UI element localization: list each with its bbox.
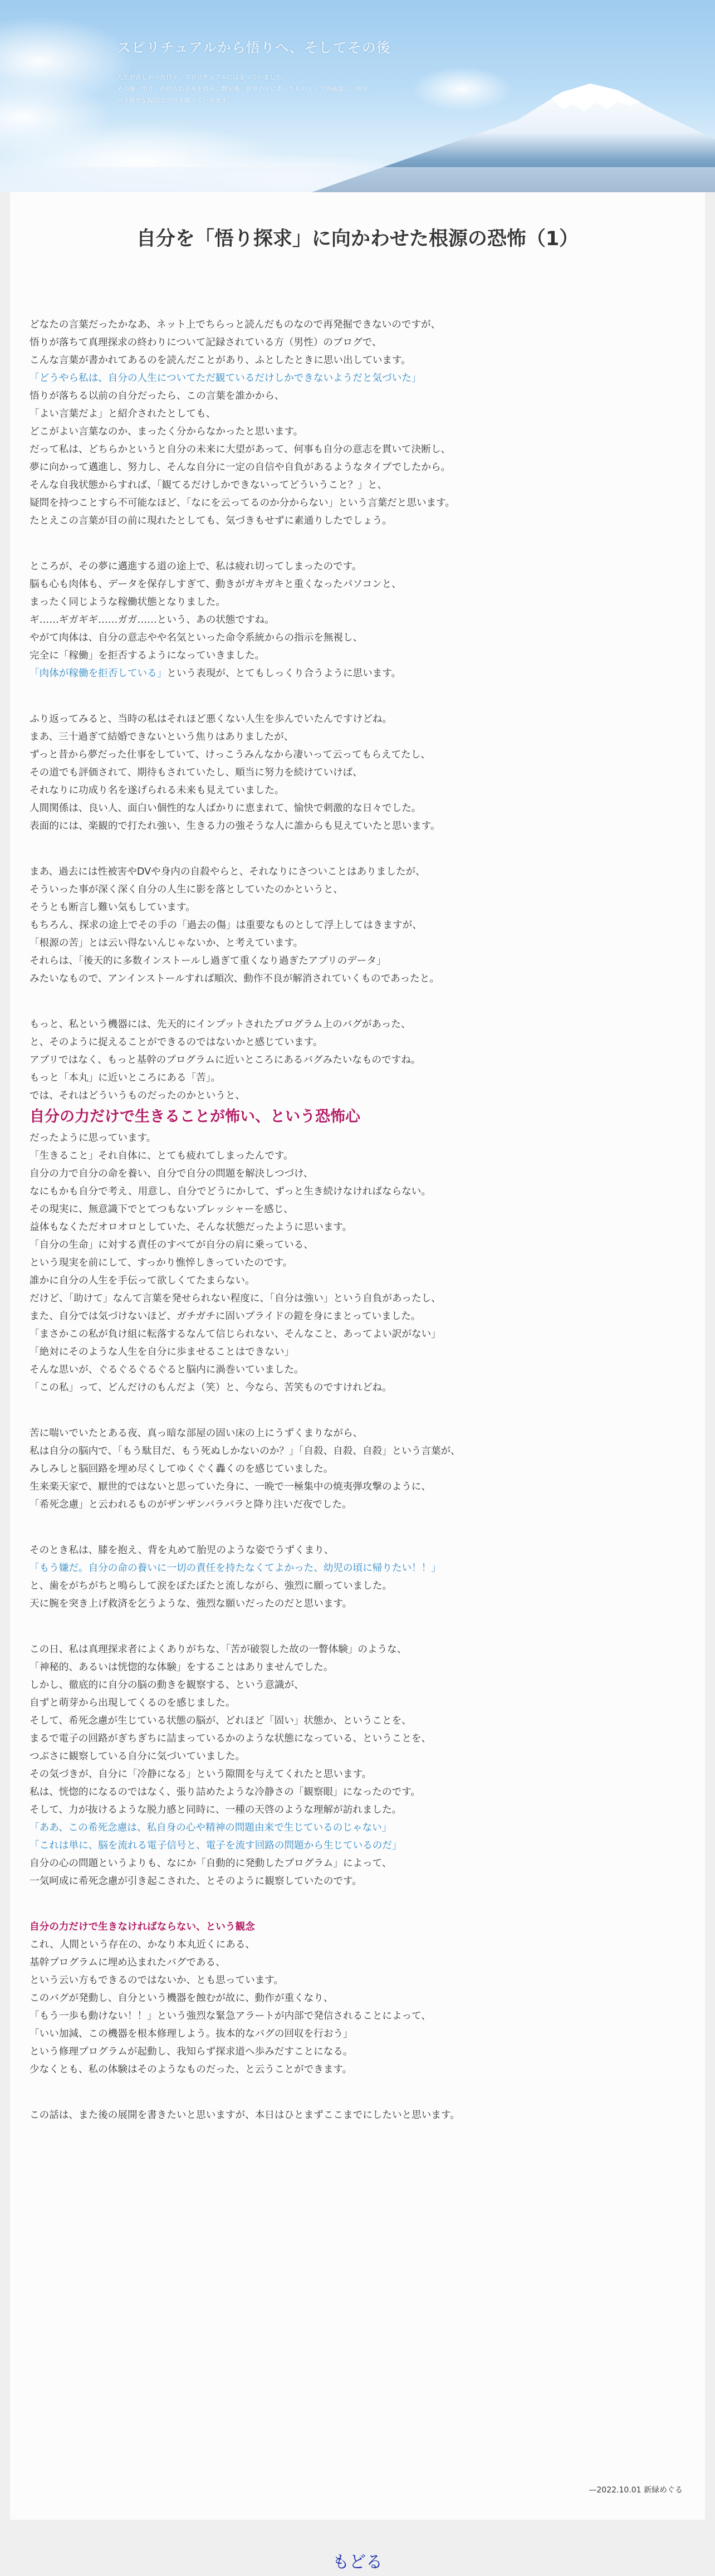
article-line: このバグが発動し、自分という機器を蝕むが故に、動作が重くなり、 xyxy=(30,1993,334,2004)
article-line: 少なくとも、私の体験はそのようなものだった、と云うことができます。 xyxy=(30,2064,352,2075)
article-line: これ、人間という存在の、かなり本丸近くにある、 xyxy=(30,1939,256,1950)
article-line: 「絶対にそのような人生を自分に歩ませることはできない」 xyxy=(30,1346,295,1358)
emphasis-heading: 自分の力だけで生きなければならない、という観念 xyxy=(30,1921,255,1933)
article-line: 一気呵成に希死念慮が引き起こされた、とそのように観察していたのです。 xyxy=(30,1876,362,1887)
article-line: そういった事が深く深く自分の人生に影を落としていたのかというと、 xyxy=(30,884,344,895)
article-line: なにもかも自分で考え、用意し、自分でどうにかして、ずっと生き続けなければならない。 xyxy=(30,1186,431,1197)
article-line: みたいなもので、アンインストールすれば順次、動作不良が解消されていくものであったと。 xyxy=(30,973,439,984)
article-line: まるで電子の回路がぎちぎちに詰まっているかのような状態になっている、ということを、 xyxy=(30,1733,432,1744)
article-line: まあ、三十過ぎて結婚できないという焦りはありましたが、 xyxy=(30,731,294,743)
article-line: だけど、「助けて」なんて言葉を発せられない程度に、「自分は強い」という自負があったし、 xyxy=(30,1293,441,1304)
article-line: 自ずと萌芽から出現してくるのを感じました。 xyxy=(30,1697,236,1709)
article-line: 「生きること」それ自体に、とても疲れてしまったんです。 xyxy=(30,1150,293,1162)
article-paragraph xyxy=(30,1641,687,1890)
article-line: みしみしと脳回路を埋め尽くしてゆくぐく轟くのを感じていました。 xyxy=(30,1463,334,1475)
article-line: ふり返ってみると、当時の私はそれほど悪くない人生を歩んでいたんですけどね。 xyxy=(30,714,392,725)
article-line: だって私は、どちらかというと自分の未来に大望があって、何事も自分の意志を貫いて決断し、 xyxy=(30,444,451,455)
article-line: しかし、徹底的に自分の脳の動きを観察する、という意識が、 xyxy=(30,1680,304,1691)
article-line: 基幹プログラムに埋め込まれたバグである、 xyxy=(30,1957,226,1968)
article-line: という現実を前にして、すっかり憔悴しきっていたのです。 xyxy=(30,1257,293,1269)
article-line: たとえこの言葉が目の前に現れたとしても、気づきもせずに素通りしたでしょう。 xyxy=(30,515,392,526)
article-line: 脳も心も肉体も、データを保存しすぎて、動きがガキガキと重くなったパソコンと、 xyxy=(30,579,401,590)
article-line: 表面的には、楽観的で打たれ強い、生きる力の強そうな人に誰からも見えていたと思います。 xyxy=(30,821,440,832)
article-line: 「この私」って、どんだけのもんだよ（笑）と、今なら、苦笑ものですけれどね。 xyxy=(30,1382,392,1393)
article-line: 「まさかこの私が負け組に転落するなんて信じられない、そんなこと、あってよい訳がない」 xyxy=(30,1329,441,1340)
article-line: 私は自分の脳内で、「もう駄目だ、もう死ぬしかないのか？」「自殺、自殺、自殺」という言葉が、 xyxy=(30,1446,461,1457)
article-line: また、自分では気づけないほど、ガチガチに固いプライドの鎧を身にまとっていました。 xyxy=(30,1311,421,1322)
article-paragraph xyxy=(30,1918,687,2079)
article-line: 夢に向かって邁進し、努力し、そんな自分に一定の自信や自負があるようなタイプでしたから。 xyxy=(30,462,451,473)
highlight-quote: 「もう嫌だ。自分の命の養いに一切の責任を持たなくてよかった、幼児の頃に帰りたい！！」 xyxy=(30,1563,441,1574)
article-line: 誰かに自分の人生を手伝って欲しくてたまらない。 xyxy=(30,1275,255,1286)
article-line: 天に腕を突き上げ救済を乞うような、強烈な願いだったのだと思います。 xyxy=(30,1598,352,1609)
article-line: 疑問を持つことすら不可能なほど、「なにを云ってるのか分からない」という言葉だと思います。 xyxy=(30,497,455,509)
article-paragraph xyxy=(30,1541,687,1613)
article-body xyxy=(30,316,687,2152)
article-line: 「よい言葉だよ」と紹介されたとしても、 xyxy=(30,408,216,419)
article-line: この日、私は真理探求者によくありがちな、「苦が破裂した故の一瞥体験」のような、 xyxy=(30,1644,407,1655)
article-line: そして、力が抜けるような脱力感と同時に、一種の天啓のような理解が訪れました。 xyxy=(30,1804,402,1816)
highlight-quote: 「これは単に、脳を流れる電子信号と、電子を流す回路の問題から生じているのだ」 xyxy=(30,1840,402,1851)
article-line: 「いい加減、この機器を根本修理しよう。抜本的なバグの回収を行おう」 xyxy=(30,2028,353,2040)
article-line: 「希死念慮」と云われるものがザンザンバラバラと降り注いだ夜でした。 xyxy=(30,1499,352,1510)
article-line: 「自分の生命」に対する責任のすべてが自分の肩に乗っている、 xyxy=(30,1240,314,1251)
article-line: やがて肉体は、自分の意志やや名気といった命令系統からの指示を無視し、 xyxy=(30,632,363,643)
site-description-line: 日々探究記録的な内容を綴っていきます。 xyxy=(117,97,233,104)
article-line: そして、希死念慮が生じている状態の脳が、どれほど「固い」状態か、ということを、 xyxy=(30,1715,412,1726)
site-description-line: その後「悟り」が語られる本を読み、数年後、世界の中にあったものとして再確認し、現在、 xyxy=(117,85,375,92)
article-line: だったように思っています。 xyxy=(30,1133,156,1144)
article-line: 悟りが落ちる以前の自分だったら、この言葉を誰かから、 xyxy=(30,391,285,402)
article-line: この話は、また後の展開を書きたいと思いますが、本日はひとまずここまでにしたいと思います。 xyxy=(30,2110,460,2121)
article-line: こんな言葉が書かれてあるのを読んだことがあり、ふとしたときに思い出しています。 xyxy=(30,355,411,366)
article-paragraph xyxy=(30,2106,687,2124)
article-line: 完全に「稼働」を拒否するようになっていきました。 xyxy=(30,650,265,661)
article-card xyxy=(10,192,705,2520)
article-line: つぶさに観察している自分に気づいていました。 xyxy=(30,1751,246,1762)
article-line: そのとき私は、膝を抱え、背を丸めて胎児のような姿でうずくまり、 xyxy=(30,1545,334,1556)
article-paragraph xyxy=(30,863,687,988)
article-paragraph xyxy=(30,710,687,835)
article-line: 「もう一歩も動けない！！」という強烈な緊急アラートが内部で発信されることによって、 xyxy=(30,2011,431,2022)
article-line: という云い方もできるのではないか、とも思っています。 xyxy=(30,1975,284,1986)
article-line: どこがよい言葉なのか、まったく分からなかったと思います。 xyxy=(30,426,303,437)
article-line: そんな自我状態からすれば、「観てるだけしかできないってどういうこと？」と、 xyxy=(30,480,388,491)
article-line: 益体もなくただオロオロとしていた、そんな状態だったように思います。 xyxy=(30,1222,352,1233)
article-line: それらは、「後天的に多数インストールし過ぎて重くなり過ぎたアプリのデータ」 xyxy=(30,955,386,967)
article-line: まあ、過去には性被害やDVや身内の自殺やらと、それなりにさついことはありましたが、 xyxy=(30,866,425,877)
highlight-quote: 「ああ、この希死念慮は、私自身の心や精神の問題由来で生じているのじゃない」 xyxy=(30,1822,392,1833)
article-title: 自分を「悟り探求」に向かわせた根源の恐怖（1） xyxy=(136,228,579,250)
article-paragraph xyxy=(30,1424,687,1514)
article-line: もちろん、探求の途上でその手の「過去の傷」は重要なものとして浮上してはきますが、 xyxy=(30,920,422,931)
article-line: 自分の力で自分の命を養い、自分で自分の問題を解決しつづけ、 xyxy=(30,1168,314,1179)
header-banner xyxy=(0,0,715,192)
article-line: 人間関係は、良い人、面白い個性的な人ばかりに恵まれて、愉快で刺激的な日々でした。 xyxy=(30,803,422,814)
article-line: もっと、私という機器には、先天的にインプットされたプログラム上のバグがあった、 xyxy=(30,1019,411,1030)
article-paragraph xyxy=(30,1016,687,1397)
article-line: その現実に、無意識下でとてつもないプレッシャーを感じ、 xyxy=(30,1204,293,1215)
article-line: と、歯をがちがちと鳴らして涙をぼたぼたと流しながら、強烈に願っていました。 xyxy=(30,1580,392,1592)
article-line: どなたの言葉だったかなあ、ネット上でちらっと読んだものなので再発掘できないのですが、 xyxy=(30,319,441,330)
article-line: もっと「本丸」に近いところにある「苦」。 xyxy=(30,1072,221,1084)
article-line: 「根源の苦」とは云い得ないんじゃないか、と考えています。 xyxy=(30,938,303,949)
highlight-quote: 「どうやら私は、自分の人生についてただ観ているだけしかできないようだと気づいた」 xyxy=(30,373,422,384)
article-paragraph xyxy=(30,316,687,530)
emphasis-heading: 自分の力だけで生きることが怖い、という恐怖心 xyxy=(30,1108,360,1125)
article-line: そんな思いが、ぐるぐるぐるぐると脳内に渦巻いていました。 xyxy=(30,1364,304,1375)
back-link[interactable]: もどる xyxy=(332,2553,383,2572)
highlight-quote: 「肉体が稼働を拒否している」 xyxy=(30,668,167,679)
article-line-rest: という表現が、とてもしっくり合うように思います。 xyxy=(166,668,401,679)
article-line: ところが、その夢に邁進する道の途上で、私は疲れ切ってしまったのです。 xyxy=(30,561,362,572)
article-line: まったく同じような稼働状態となりました。 xyxy=(30,597,226,608)
article-line: 自分の心の問題というよりも、なにか「自動的に発動したプログラム」によって、 xyxy=(30,1858,392,1869)
site-title[interactable]: スピリチュアルから悟りへ、そしてその後 xyxy=(117,40,391,56)
article-signature: —2022.10.01 新緑めぐる xyxy=(589,2486,683,2495)
article-line: 「神秘的、あるいは恍惚的な体験」をすることはありませんでした。 xyxy=(30,1662,334,1673)
article-paragraph xyxy=(30,558,687,682)
article-line: その道でも評価されて、期待もされていたし、順当に努力を続けていけば、 xyxy=(30,767,363,778)
article-line: ギ……ギガギギ……ガガ……という、あの状態ですね。 xyxy=(30,614,275,626)
article-line: アプリではなく、もっと基幹のプログラムに近いところにあるバグみたいなものですね。 xyxy=(30,1055,421,1066)
article-line xyxy=(30,665,687,682)
article-line: それなりに功成り名を遂げられる未来も見えていました。 xyxy=(30,785,285,796)
site-description-line: 人生が苦しかった日々、スピリチュアルにはまっていました。 xyxy=(117,74,288,81)
article-line: と、そのように捉えることができるのではないかと感じています。 xyxy=(30,1037,323,1048)
article-line: その気づきが、自分に「冷静になる」という隙間を与えてくれたと思います。 xyxy=(30,1769,372,1780)
mount-fuji-banner-image xyxy=(0,0,715,192)
article-line: 悟りが落ちて真理探求の終わりについて記録されている方（男性）のブログで、 xyxy=(30,337,382,348)
article-line: という修理プログラムが起動し、我知らず探求道へ歩みだすことになる。 xyxy=(30,2046,353,2057)
article-line: 生来楽天家で、厭世的ではないと思っていた身に、一晩で一極集中の焼夷弾攻撃のように、 xyxy=(30,1481,431,1492)
article-line: ずっと昔から夢だった仕事をしていて、けっこうみんなから凄いって云ってもらえてたし、 xyxy=(30,749,430,760)
article-line: 私は、恍惚的になるのではなく、張り詰めたような冷静さの「観察眼」になったのです。 xyxy=(30,1787,420,1798)
article-line: 苦に喘いでいたとある夜、真っ暗な部屋の固い床の上にうずくまりながら、 xyxy=(30,1428,363,1439)
article-line: では、それはどういうものだったのかというと、 xyxy=(30,1090,246,1101)
article-line: そうとも断言し難い気もしています。 xyxy=(30,902,195,913)
